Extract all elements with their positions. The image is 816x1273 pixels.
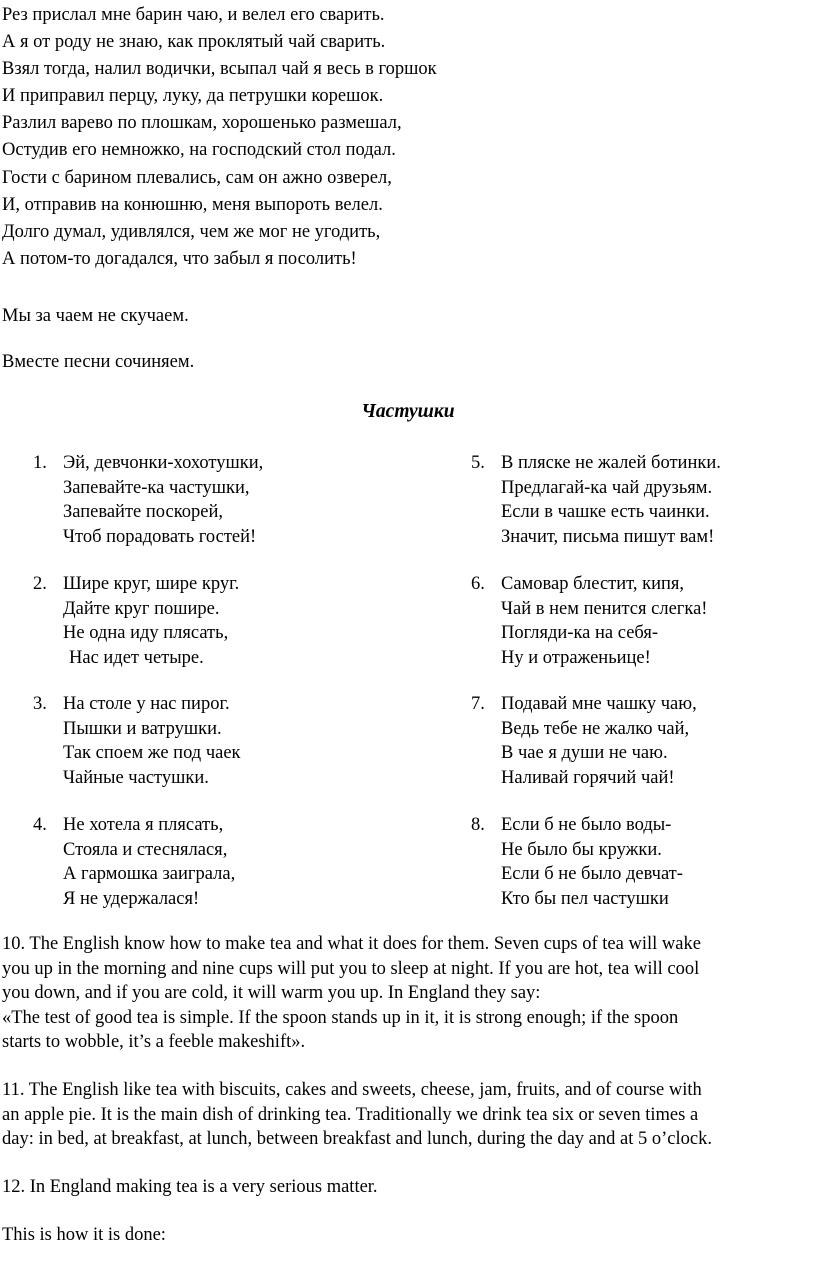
verse-line: Предлагай-ка чай друзьям.: [501, 477, 713, 498]
verse-number: 3.: [33, 694, 47, 714]
poem-line: Разлил варево по плошкам, хорошенько размешал,: [2, 113, 402, 134]
poem-line: И, отправив на конюшню, меня выпороть велел.: [2, 194, 383, 215]
poem-line: Гости с барином плевались, сам он ажно озверел,: [2, 167, 392, 188]
paragraph-13: [2, 1223, 814, 1248]
tea-line: Мы за чаем не скучаем.: [2, 306, 189, 326]
verse-5: [471, 451, 801, 549]
verse-number: 1.: [33, 453, 47, 473]
paragraph-line: an apple pie. It is the main dish of drinking tea. Traditionally we drink tea six or seven times a: [2, 1104, 699, 1125]
verse-number: 6.: [471, 574, 485, 594]
poem-line: А потом-то догадался, что забыл я посолить!: [2, 248, 357, 269]
verse-4: [33, 813, 363, 911]
paragraph-line: you down, and if you are cold, it will warm you up. In England they say:: [2, 983, 541, 1003]
verse-line: Чайные частушки.: [63, 767, 209, 788]
poem-line: А я от роду не знаю, как проклятый чай сварить.: [2, 32, 386, 53]
verse-3: [33, 692, 363, 790]
verse-line: Пышки и ватрушки.: [63, 718, 222, 739]
verse-line: Чтоб порадовать гостей!: [63, 526, 257, 547]
verse-line: А гармошка заиграла,: [63, 864, 236, 884]
verse-line: Эй, девчонки-хохотушки,: [63, 453, 264, 473]
verse-line: Кто бы пел частушки: [501, 888, 669, 909]
paragraph-line: you up in the morning and nine cups will put you to sleep at night. If you are hot, tea will cool: [2, 958, 700, 979]
verse-line: Чай в нем пенится слегка!: [501, 598, 708, 619]
verse-number: 2.: [33, 574, 47, 594]
songs-line: Вместе песни сочиняем.: [2, 352, 195, 372]
paragraph-line: 11. The English like tea with biscuits, cakes and sweets, cheese, jam, fruits, and of course with: [2, 1080, 702, 1100]
verse-line: Если б не было воды-: [501, 815, 672, 835]
paragraph-line: starts to wobble, it’s a feeble makeshift».: [2, 1032, 306, 1052]
verse-line: Стояла и стеснялася,: [63, 839, 228, 860]
verse-line: Запевайте-ка частушки,: [63, 477, 250, 498]
verse-line: В пляске не жалей ботинки.: [501, 453, 721, 473]
verse-number: 7.: [471, 694, 485, 714]
verse-line: Запевайте поскорей,: [63, 502, 223, 522]
section-title: Частушки: [361, 401, 455, 422]
verse-line: Если в чашке есть чаинки.: [501, 502, 710, 522]
verse-line: Ведь тебе не жалко чай,: [501, 718, 690, 739]
paragraph-line: This is how it is done:: [2, 1225, 166, 1245]
verse-line: Так споем же под чаек: [63, 743, 241, 763]
verse-number: 5.: [471, 453, 485, 473]
verse-line: Самовар блестит, кипя,: [501, 574, 685, 594]
paragraph-line: day: in bed, at breakfast, at lunch, between breakfast and lunch, during the day and at 5 o’clock.: [2, 1129, 712, 1149]
poem-line: И приправил перцу, луку, да петрушки корешок.: [2, 86, 384, 107]
verse-line: Значит, письма пишут вам!: [501, 526, 715, 547]
poem-line: Долго думал, удивлялся, чем же мог не угодить,: [2, 221, 381, 242]
verse-line: Подавай мне чашку чаю,: [501, 694, 697, 714]
poem-line: Взял тогда, налил водички, всыпал чай я весь в горшок: [2, 59, 437, 80]
poem-block: [2, 2, 437, 273]
verse-2: [33, 572, 363, 670]
paragraph-line: 12. In England making tea is a very serious matter.: [2, 1177, 378, 1197]
verse-number: 4.: [33, 815, 47, 835]
verse-line: Если б не было девчат-: [501, 864, 683, 884]
verse-line: Погляди-ка на себя-: [501, 623, 659, 643]
verse-6: [471, 572, 801, 670]
paragraph-10: [2, 932, 814, 1055]
paragraph-11: [2, 1078, 814, 1152]
verse-line: Дайте круг пошире.: [63, 598, 220, 619]
verse-line: На столе у нас пирог.: [63, 694, 230, 714]
verse-line: Нас идет четыре.: [69, 647, 204, 668]
paragraph-line: «The test of good tea is simple. If the spoon stands up in it, it is strong enough; if the spoon: [2, 1007, 679, 1028]
verse-line: Ну и отраженьице!: [501, 647, 651, 668]
verse-line: Не одна иду плясать,: [63, 623, 229, 643]
verse-8: [471, 813, 801, 911]
verse-line: Наливай горячий чай!: [501, 767, 675, 788]
verse-line: Шире круг, шире круг.: [63, 574, 240, 594]
verse-line: Не было бы кружки.: [501, 839, 662, 860]
verse-line: В чае я души не чаю.: [501, 743, 668, 763]
verse-number: 8.: [471, 815, 485, 835]
verse-1: [33, 451, 363, 549]
verse-line: Я не удержалася!: [63, 888, 200, 909]
paragraph-12: [2, 1175, 814, 1200]
poem-line: Остудив его немножко, на господский стол подал.: [2, 140, 396, 161]
paragraph-line: 10. The English know how to make tea and what it does for them. Seven cups of tea will wake: [2, 934, 701, 954]
poem-line: Рез прислал мне барин чаю, и велел его сварить.: [2, 5, 385, 25]
verse-line: Не хотела я плясать,: [63, 815, 224, 835]
verse-7: [471, 692, 801, 790]
